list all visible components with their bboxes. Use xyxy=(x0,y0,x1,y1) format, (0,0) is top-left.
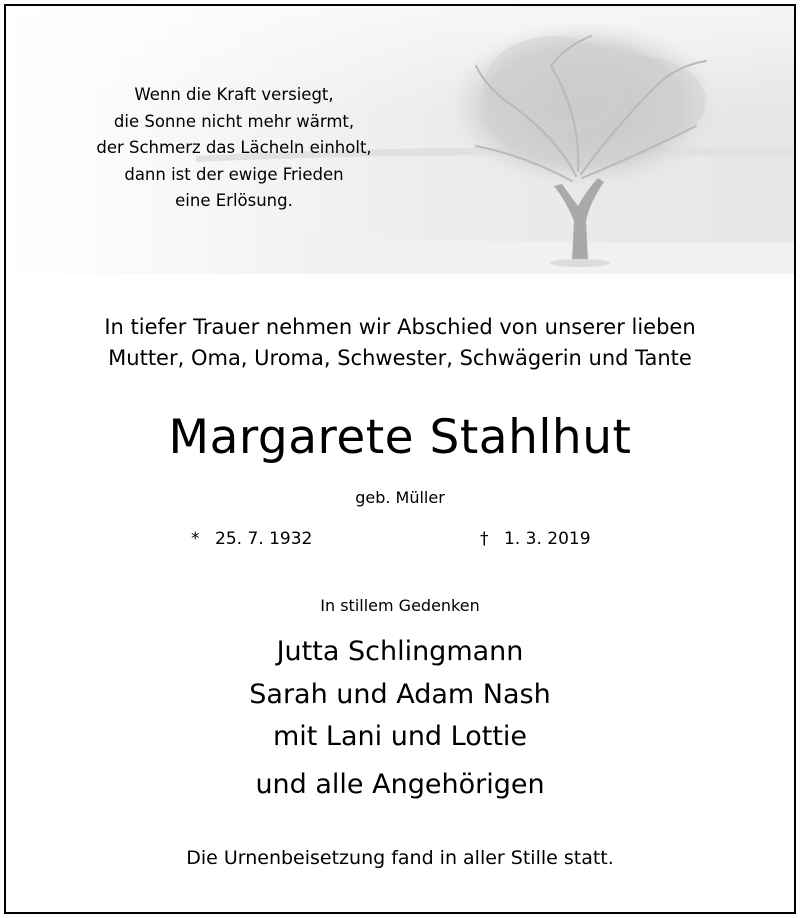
mourner: Sarah und Adam Nash xyxy=(249,679,551,710)
poem-line: Wenn die Kraft versiegt, xyxy=(134,85,334,104)
birth-date: 25. 7. 1932 xyxy=(215,529,313,549)
mourner: und alle Angehörigen xyxy=(255,769,545,800)
birth-date-group xyxy=(191,526,312,552)
cross-symbol: † xyxy=(480,529,489,549)
death-date: 1. 3. 2019 xyxy=(504,529,591,549)
star-symbol: * xyxy=(191,529,200,549)
mourners-list xyxy=(6,631,794,806)
memory-text: In stillem Gedenken xyxy=(320,596,480,615)
intro-line: In tiefer Trauer nehmen wir Abschied von unserer lieben xyxy=(104,315,696,339)
life-dates xyxy=(6,526,794,552)
mourner: Jutta Schlingmann xyxy=(276,636,524,667)
mourner: mit Lani und Lottie xyxy=(272,721,528,752)
death-date-group xyxy=(480,526,591,552)
poem-line: eine Erlösung. xyxy=(175,191,293,210)
obituary-notice xyxy=(4,4,796,914)
intro-line: Mutter, Oma, Uroma, Schwester, Schwägerin und Tante xyxy=(108,346,692,370)
header-image xyxy=(6,6,794,274)
intro-text xyxy=(6,312,794,374)
poem xyxy=(61,82,407,215)
poem-line: der Schmerz das Lächeln einholt, xyxy=(96,138,372,157)
poem-line: dann ist der ewige Frieden xyxy=(124,164,344,184)
poem-line: die Sonne nicht mehr wärmt, xyxy=(113,111,355,131)
birth-name: geb. Müller xyxy=(355,488,445,507)
footer-note: Die Urnenbeisetzung fand in aller Stille statt. xyxy=(186,847,614,869)
deceased-name: Margarete Stahlhut xyxy=(168,410,632,465)
